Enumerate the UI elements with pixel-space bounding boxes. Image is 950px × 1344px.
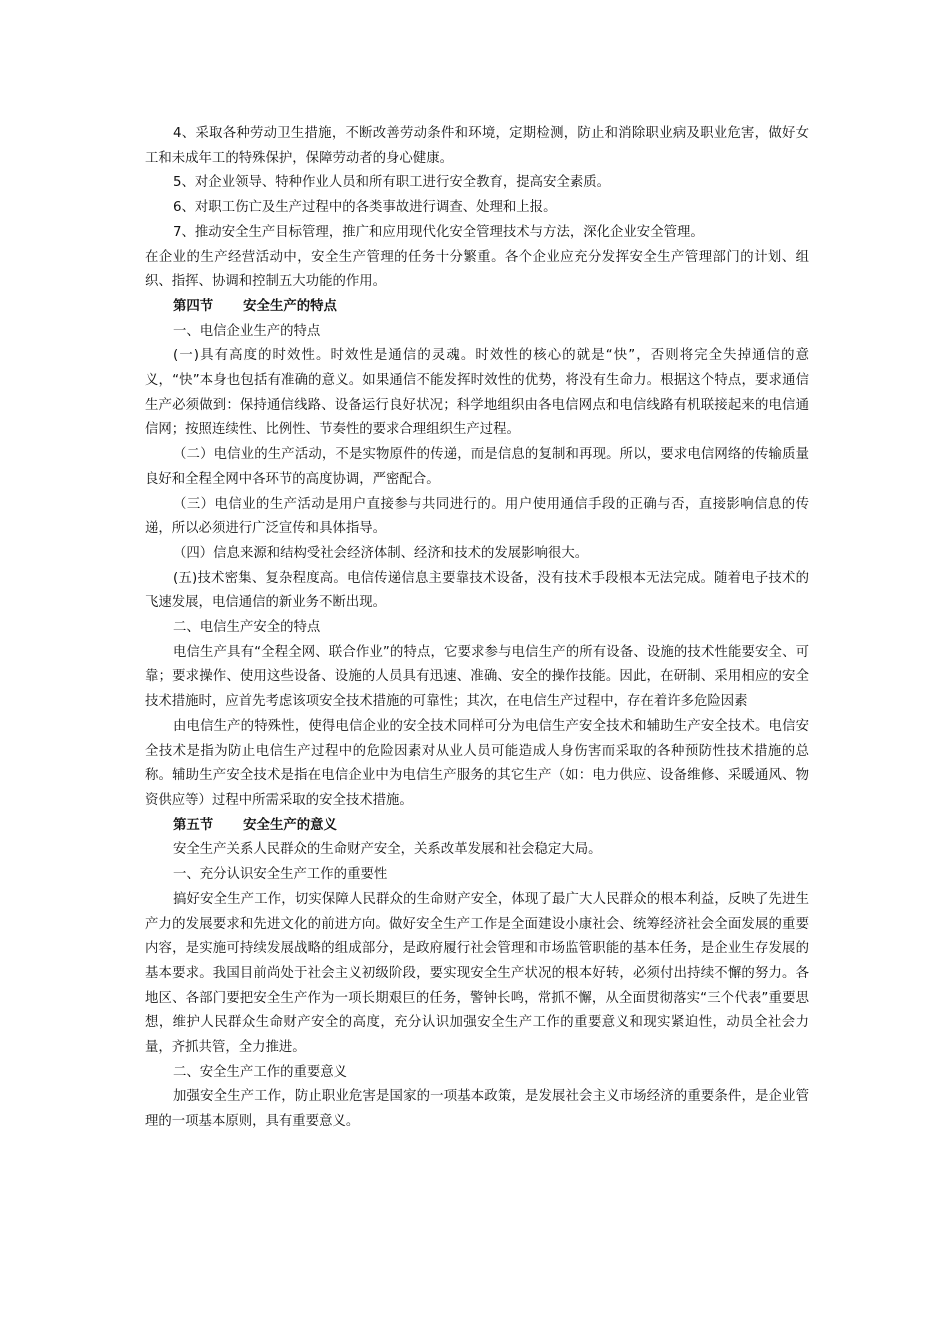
section-title: 安全生产的特点 <box>243 298 337 314</box>
paragraph: 5、对企业领导、特种作业人员和所有职工进行安全教育，提高安全素质。 <box>173 175 611 191</box>
paragraph: (一)具有高度的时效性。时效性是通信的灵魂。时效性的核心的就是“快”，否则将完全失掉通信的意义，“快”本身也包括有准确的意义。如果通信不能发挥时效性的优势，将没有生命力。根据这个特点，要求通信生产必须做到：保持通信线路、设备运行良好状况；科学地组织由各电信网点和电信线路有机联接起来的电信通信网；按照连续性、比例性、节奏性的要求合理组织生产过程。 <box>145 348 809 438</box>
subheading: 一、电信企业生产的特点 <box>173 323 321 339</box>
paragraph: （四）信息来源和结构受社会经济体制、经济和技术的发展影响很大。 <box>173 545 589 561</box>
paragraph: 搞好安全生产工作，切实保障人民群众的生命财产安全，体现了最广大人民群众的根本利益，反映了先进生产力的发展要求和先进文化的前进方向。做好安全生产工作是全面建设小康社会、统筹经济社会全面发展的重要内容，是实施可持续发展战略的组成部分，是政府履行社会管理和市场监管职能的基本任务，是企业生存发展的基本要求。我国目前尚处于社会主义初级阶段，要实现安全生产状况的根本好转，必须付出持续不懈的努力。各地区、各部门要把安全生产作为一项长期艰巨的任务，警钟长鸣，常抓不懈，从全面贯彻落实“三个代表”重要思想，维护人民群众生命财产安全的高度，充分认识加强安全生产工作的重要意义和现实紧迫性，动员全社会力量，齐抓共管，全力推进。 <box>145 891 809 1056</box>
subheading: 一、充分认识安全生产工作的重要性 <box>173 867 388 883</box>
paragraph: 电信生产具有“全程全网、联合作业”的特点，它要求参与电信生产的所有设备、设施的技术性能要安全、可靠；要求操作、使用这些设备、设施的人员具有迅速、准确、安全的操作技能。因此，在研制、采用相应的安全技术措施时，应首先考虑该项安全技术措施的可靠性；其次，在电信生产过程中，存在着许多危险因素 <box>145 644 809 710</box>
paragraph: 6、对职工伤亡及生产过程中的各类事故进行调查、处理和上报。 <box>173 200 557 216</box>
subheading: 二、电信生产安全的特点 <box>173 620 321 636</box>
section-number: 第四节 <box>173 298 214 314</box>
document-body <box>145 122 809 1135</box>
paragraph: （三）电信业的生产活动是用户直接参与共同进行的。用户使用通信手段的正确与否，直接影响信息的传递，所以必须进行广泛宣传和具体指导。 <box>145 496 809 537</box>
paragraph: 在企业的生产经营活动中，安全生产管理的任务十分繁重。各个企业应充分发挥安全生产管理部门的计划、组织、指挥、协调和控制五大功能的作用。 <box>145 249 809 290</box>
section-heading-5 <box>145 814 809 839</box>
paragraph: （二）电信业的生产活动，不是实物原件的传递，而是信息的复制和再现。所以，要求电信网络的传输质量良好和全程全网中各环节的高度协调，严密配合。 <box>145 447 809 487</box>
section-title: 安全生产的意义 <box>243 817 337 833</box>
paragraph: 由电信生产的特殊性，使得电信企业的安全技术同样可分为电信生产安全技术和辅助生产安全技术。电信安全技术是指为防止电信生产过程中的危险因素对从业人员可能造成人身伤害而采取的各种预防性技术措施的总称。辅助生产安全技术是指在电信企业中为电信生产服务的其它生产（如：电力供应、设备维修、采暖通风、物资供应等）过程中所需采取的安全技术措施。 <box>145 718 809 808</box>
section-heading-4 <box>145 295 809 320</box>
section-number: 第五节 <box>173 817 214 833</box>
paragraph: 加强安全生产工作，防止职业危害是国家的一项基本政策，是发展社会主义市场经济的重要条件，是企业管理的一项基本原则，具有重要意义。 <box>145 1089 809 1130</box>
paragraph: 安全生产关系人民群众的生命财产安全，关系改革发展和社会稳定大局。 <box>173 842 602 858</box>
subheading: 二、安全生产工作的重要意义 <box>173 1064 348 1080</box>
paragraph: 4、采取各种劳动卫生措施，不断改善劳动条件和环境，定期检测，防止和消除职业病及职业危害，做好女工和未成年工的特殊保护，保障劳动者的身心健康。 <box>145 126 809 166</box>
paragraph: 7、推动安全生产目标管理，推广和应用现代化安全管理技术与方法，深化企业安全管理。 <box>173 224 704 240</box>
paragraph: (五)技术密集、复杂程度高。电信传递信息主要靠技术设备，没有技术手段根本无法完成。随着电子技术的飞速发展，电信通信的新业务不断出现。 <box>145 570 809 611</box>
